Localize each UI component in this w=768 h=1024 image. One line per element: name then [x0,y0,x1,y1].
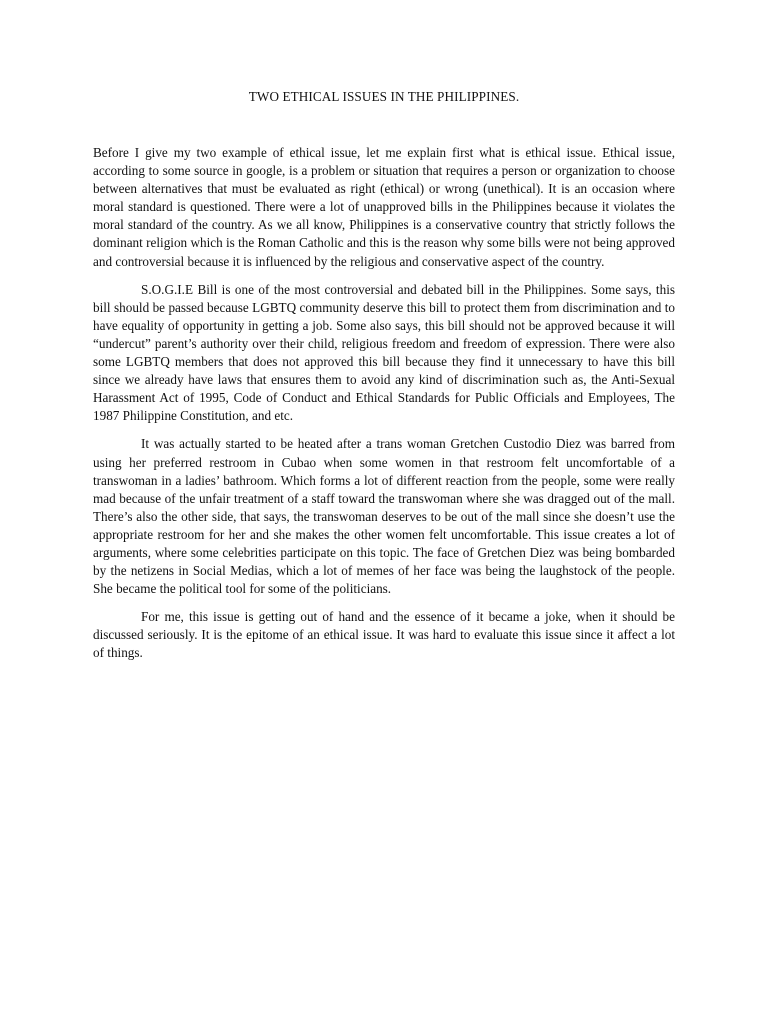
paragraph-conclusion: For me, this issue is getting out of hand and the essence of it became a joke, when it should be discussed seriously. It is the epitome of an ethical issue. It was hard to evaluate this issue since it affect a lot of things. [93,609,675,661]
paragraph-gretchen-diez: It was actually started to be heated after a trans woman Gretchen Custodio Diez was barred from using her preferred restroom in Cubao when some women in that restroom felt uncomfortable of a transwoman in a ladies’ bathroom. Which forms a lot of different reaction from the people, some were really mad because of the unfair treatment of a staff toward the transwoman where she was dragged out of the mall. There’s also the other side, that says, the transwoman deserves to be out of the mall since she doesn’t use the appropriate restroom for her and she makes the other women felt uncomfortable. This issue creates a lot of arguments, where some celebrities participate on this topic. The face of Gretchen Diez was being bombarded by the netizens in Social Medias, which a lot of memes of her face was being the laughstock of the people. She became the political tool for some of the politicians. [93,436,675,597]
paragraph-intro: Before I give my two example of ethical issue, let me explain first what is ethical issue. Ethical issue, according to some source in google, is a problem or situation that requires a person or organization to choose between alternatives that must be evaluated as right (ethical) or wrong (unethical). It is an occasion where moral standard is questioned. There were a lot of unapproved bills in the Philippines because it violates the moral standard of the country. As we all know, Philippines is a conservative country that strictly follows the dominant religion which is the Roman Catholic and this is the reason why some bills were not being approved and controversial because it is influenced by the religious and conservative aspect of the country. [93,145,675,269]
document-body [93,144,675,673]
document-title: TWO ETHICAL ISSUES IN THE PHILIPPINES. [248,89,520,104]
paragraph-sogie-bill: S.O.G.I.E Bill is one of the most controversial and debated bill in the Philippines. Some says, this bill should be passed because LGBTQ community deserve this bill to protect them from discrimination and to have equality of opportunity in getting a job. Some also says, this bill should not be approved because it will “undercut” parent’s authority over their child, religious freedom and freedom of expression. There were also some LGBTQ members that does not approved this bill because they find it unnecessary to have this bill since we already have laws that ensures them to avoid any kind of discrimination such as, the Anti-Sexual Harassment Act of 1995, Code of Conduct and Ethical Standards for Public Officials and Employees, The 1987 Philippine Constitution, and etc. [93,281,675,424]
